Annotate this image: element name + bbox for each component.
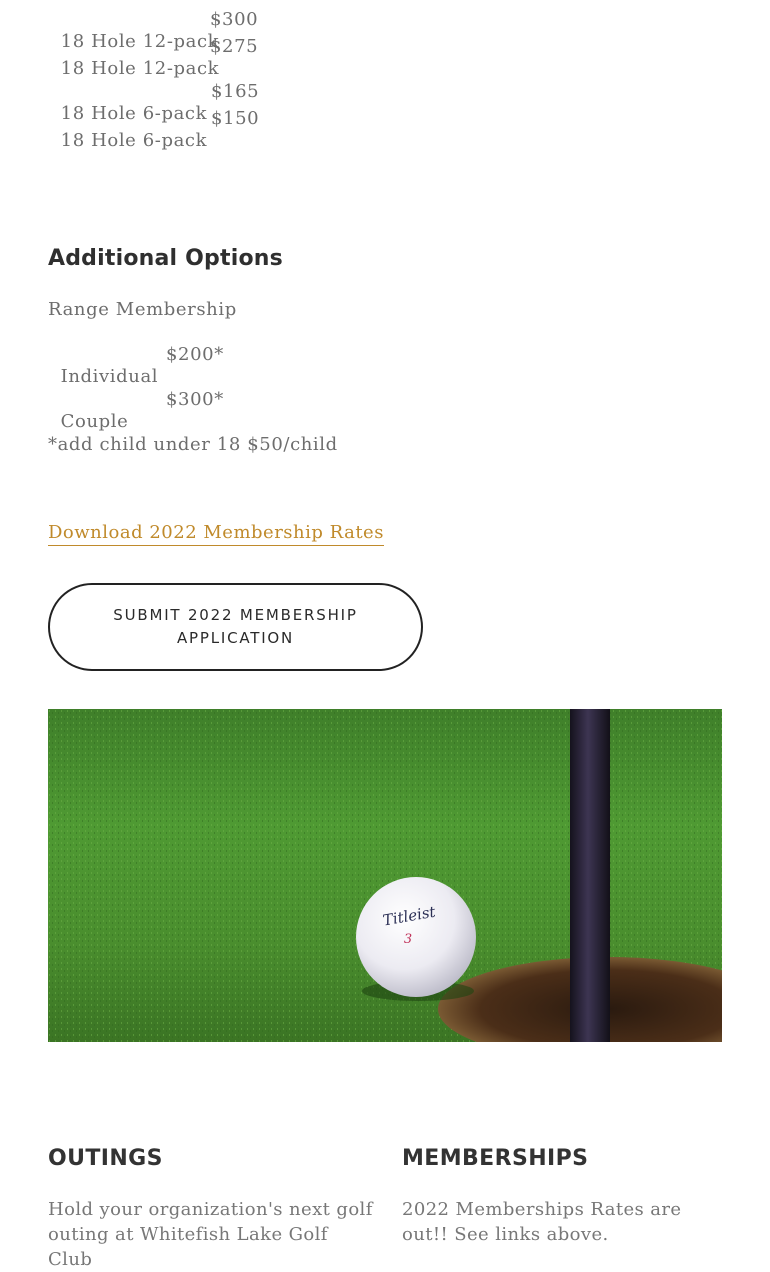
range-membership-label: Range Membership bbox=[48, 299, 237, 320]
flag-pole bbox=[570, 709, 610, 1042]
ball-brand-text: Titleist bbox=[381, 902, 437, 930]
golf-ball bbox=[356, 877, 476, 997]
pack-row bbox=[48, 108, 260, 174]
ball-number-text: 3 bbox=[403, 932, 413, 947]
additional-options-heading: Additional Options bbox=[48, 246, 283, 271]
couple-price: $300* bbox=[166, 389, 224, 410]
couple-label: Couple bbox=[60, 411, 129, 432]
outings-text: Hold your organization's next golf outing at Whitefish Lake Golf Club bbox=[48, 1199, 373, 1270]
memberships-text: 2022 Memberships Rates are out!! See links above. bbox=[402, 1199, 682, 1245]
pack-label: 18 Hole 12-pack bbox=[60, 31, 220, 52]
submit-application-button[interactable]: SUBMIT 2022 MEMBERSHIP APPLICATION bbox=[48, 583, 423, 671]
individual-price: $200* bbox=[166, 344, 224, 365]
individual-label: Individual bbox=[60, 366, 159, 387]
pack-label: 18 Hole 6-pack bbox=[60, 130, 208, 151]
pack-price: $275 bbox=[210, 36, 259, 57]
pack-label: 18 Hole 12-pack bbox=[60, 58, 220, 79]
pack-price: $150 bbox=[211, 108, 260, 129]
golf-ball-photo bbox=[48, 709, 722, 1042]
outings-heading: OUTINGS bbox=[48, 1146, 163, 1171]
pack-price: $165 bbox=[211, 81, 260, 102]
memberships-heading: MEMBERSHIPS bbox=[402, 1146, 589, 1171]
child-note: *add child under 18 $50/child bbox=[48, 434, 338, 455]
pack-price: $300 bbox=[210, 9, 259, 30]
pack-label: 18 Hole 6-pack bbox=[60, 103, 208, 124]
download-rates-link[interactable]: Download 2022 Membership Rates bbox=[48, 522, 384, 546]
